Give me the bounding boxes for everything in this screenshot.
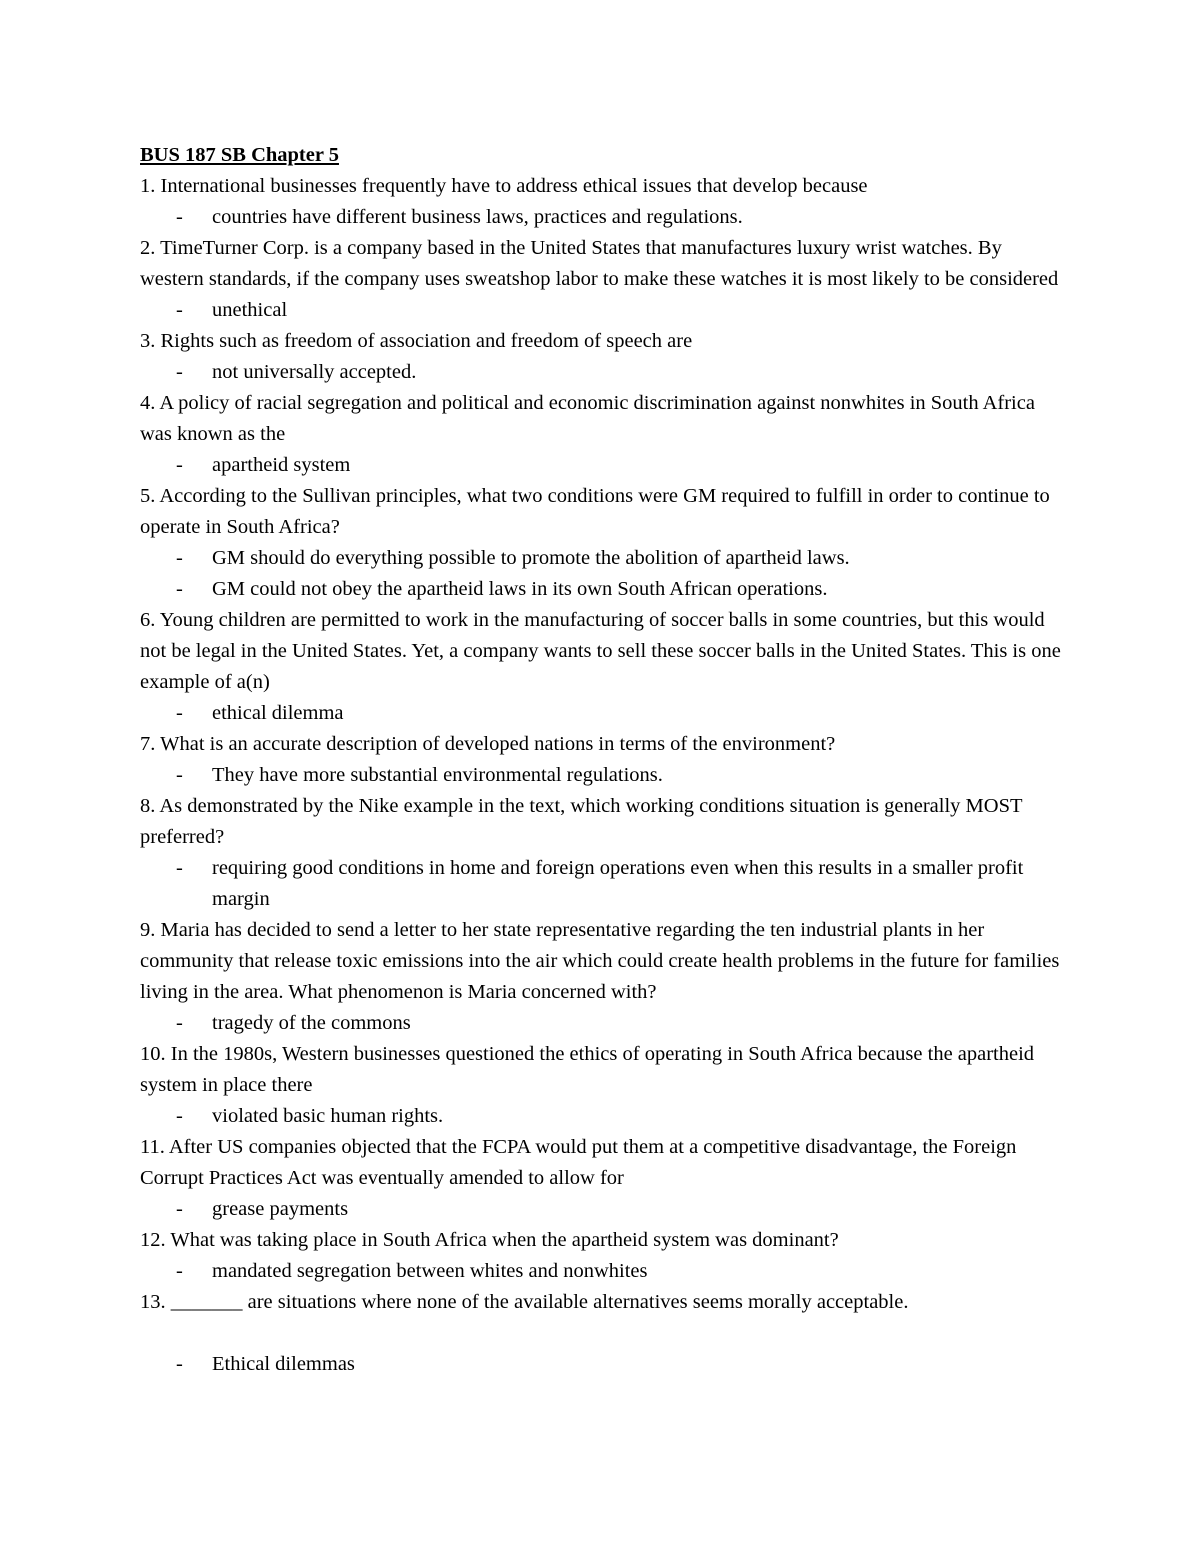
bullet-dash: - [176,578,183,600]
question-12: 12. What was taking place in South Africa when the apartheid system was dominant? [140,1229,839,1251]
answer-list [140,1101,1065,1132]
answer-text: apartheid system [212,454,351,476]
answer-list [140,1349,1065,1380]
question-block [140,1287,1065,1380]
question-block [140,233,1065,326]
question-block [140,326,1065,388]
answer-item [140,1349,1065,1380]
bullet-dash: - [176,1260,183,1282]
answer-text: GM could not obey the apartheid laws in its own South African operations. [212,578,828,600]
answer-text: unethical [212,299,288,321]
answer-item [140,1256,1065,1287]
blank-line [140,1318,1065,1349]
answer-text: grease payments [212,1198,349,1220]
answer-list [140,357,1065,388]
question-block [140,171,1065,233]
answer-item [140,1194,1065,1225]
question-block [140,791,1065,915]
answer-list [140,202,1065,233]
question-9: 9. Maria has decided to send a letter to her state representative regarding the ten industrial plants in her community that release toxic emissions into the air which could create health problems in the future for families living in the area. What phenomenon is Maria concerned with? [140,919,1060,1003]
bullet-dash: - [176,361,183,383]
question-6: 6. Young children are permitted to work in the manufacturing of soccer balls in some countries, but this would not be legal in the United States. Yet, a company wants to sell these soccer balls in the United States. This is one example of a(n) [140,609,1061,693]
answer-item [140,357,1065,388]
answer-list [140,760,1065,791]
answer-text: Ethical dilemmas [212,1353,355,1375]
bullet-dash: - [176,1353,183,1375]
answer-list [140,1008,1065,1039]
document-title: BUS 187 SB Chapter 5 [140,144,339,166]
answer-list [140,1256,1065,1287]
answer-item [140,202,1065,233]
answer-item [140,574,1065,605]
question-1: 1. International businesses frequently have to address ethical issues that develop because [140,175,868,197]
answer-item [140,698,1065,729]
answer-text: not universally accepted. [212,361,417,383]
bullet-dash: - [176,857,183,879]
question-block [140,729,1065,791]
answer-item [140,543,1065,574]
question-5: 5. According to the Sullivan principles, what two conditions were GM required to fulfill in order to continue to operate in South Africa? [140,485,1050,538]
question-10: 10. In the 1980s, Western businesses questioned the ethics of operating in South Africa because the apartheid system in place there [140,1043,1035,1096]
question-7: 7. What is an accurate description of developed nations in terms of the environment? [140,733,836,755]
question-block [140,1132,1065,1225]
question-block [140,605,1065,729]
question-11: 11. After US companies objected that the FCPA would put them at a competitive disadvantage, the Foreign Corrupt Practices Act was eventually amended to allow for [140,1136,1017,1189]
document-body [140,140,1065,1380]
bullet-dash: - [176,764,183,786]
question-4: 4. A policy of racial segregation and political and economic discrimination against nonwhites in South Africa was known as the [140,392,1035,445]
answer-list [140,1194,1065,1225]
answer-text: requiring good conditions in home and foreign operations even when this results in a smaller profit margin [212,857,1024,910]
question-8: 8. As demonstrated by the Nike example in the text, which working conditions situation is generally MOST preferred? [140,795,1023,848]
bullet-dash: - [176,547,183,569]
answer-text: GM should do everything possible to promote the abolition of apartheid laws. [212,547,850,569]
answer-text: countries have different business laws, practices and regulations. [212,206,743,228]
answer-item [140,853,1065,915]
answer-text: mandated segregation between whites and nonwhites [212,1260,648,1282]
bullet-dash: - [176,1105,183,1127]
answer-item [140,450,1065,481]
question-block [140,388,1065,481]
answer-text: ethical dilemma [212,702,344,724]
answer-item [140,760,1065,791]
answer-text: violated basic human rights. [212,1105,444,1127]
question-block [140,1039,1065,1132]
answer-list [140,543,1065,605]
question-13: 13. _______ are situations where none of the available alternatives seems morally acceptable. [140,1291,909,1313]
bullet-dash: - [176,1198,183,1220]
answer-text: They have more substantial environmental regulations. [212,764,663,786]
question-block [140,481,1065,605]
question-block [140,1225,1065,1287]
answer-item [140,1008,1065,1039]
answer-text: tragedy of the commons [212,1012,411,1034]
bullet-dash: - [176,702,183,724]
answer-list [140,853,1065,915]
question-block [140,915,1065,1039]
question-2: 2. TimeTurner Corp. is a company based in the United States that manufactures luxury wrist watches. By western standards, if the company uses sweatshop labor to make these watches it is most likely to be considered [140,237,1059,290]
bullet-dash: - [176,1012,183,1034]
answer-list [140,698,1065,729]
answer-item [140,1101,1065,1132]
answer-item [140,295,1065,326]
bullet-dash: - [176,454,183,476]
answer-list [140,295,1065,326]
bullet-dash: - [176,299,183,321]
bullet-dash: - [176,206,183,228]
question-3: 3. Rights such as freedom of association and freedom of speech are [140,330,693,352]
answer-list [140,450,1065,481]
